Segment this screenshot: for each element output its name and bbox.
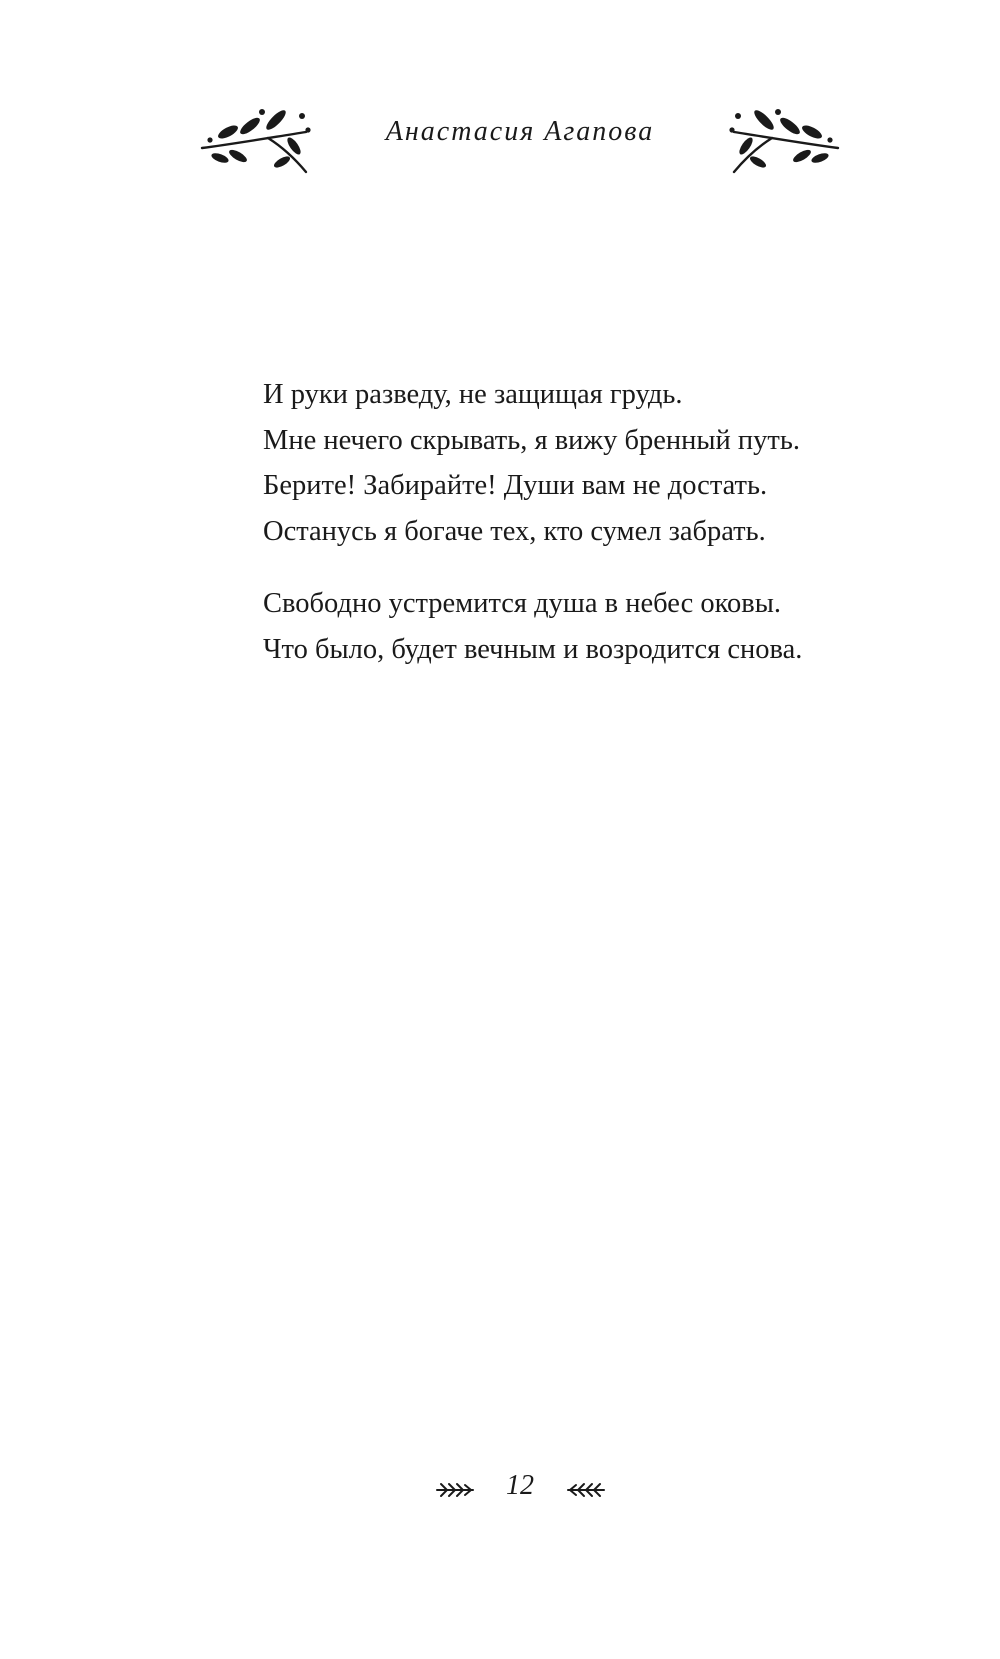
poem-line: Мне нечего скрывать, я вижу бренный путь.: [263, 424, 801, 456]
stanza-2: [263, 581, 943, 672]
poem-line: Берите! Забирайте! Души вам не достать.: [263, 470, 768, 501]
stanza-1: [263, 372, 943, 554]
arrow-fletching-icon: [435, 1482, 475, 1498]
page-footer: [0, 1470, 1000, 1510]
laurel-branch-icon: [714, 104, 842, 176]
poem-line: Останусь я богаче тех, кто сумел забрать.: [263, 515, 766, 547]
arrow-fletching-icon: [566, 1482, 606, 1498]
author-name: Анастасия Агапова: [385, 116, 655, 147]
poem-line: И руки разведу, не защищая грудь.: [263, 379, 683, 410]
poem-line: Что было, будет вечным и возродится снова.: [263, 633, 803, 665]
poem-line: Свободно устремится душа в небес оковы.: [263, 588, 781, 619]
running-header: [0, 96, 1000, 176]
poem-body: [263, 372, 943, 699]
page-number: 12: [506, 1470, 534, 1501]
laurel-branch-icon: [198, 104, 326, 176]
